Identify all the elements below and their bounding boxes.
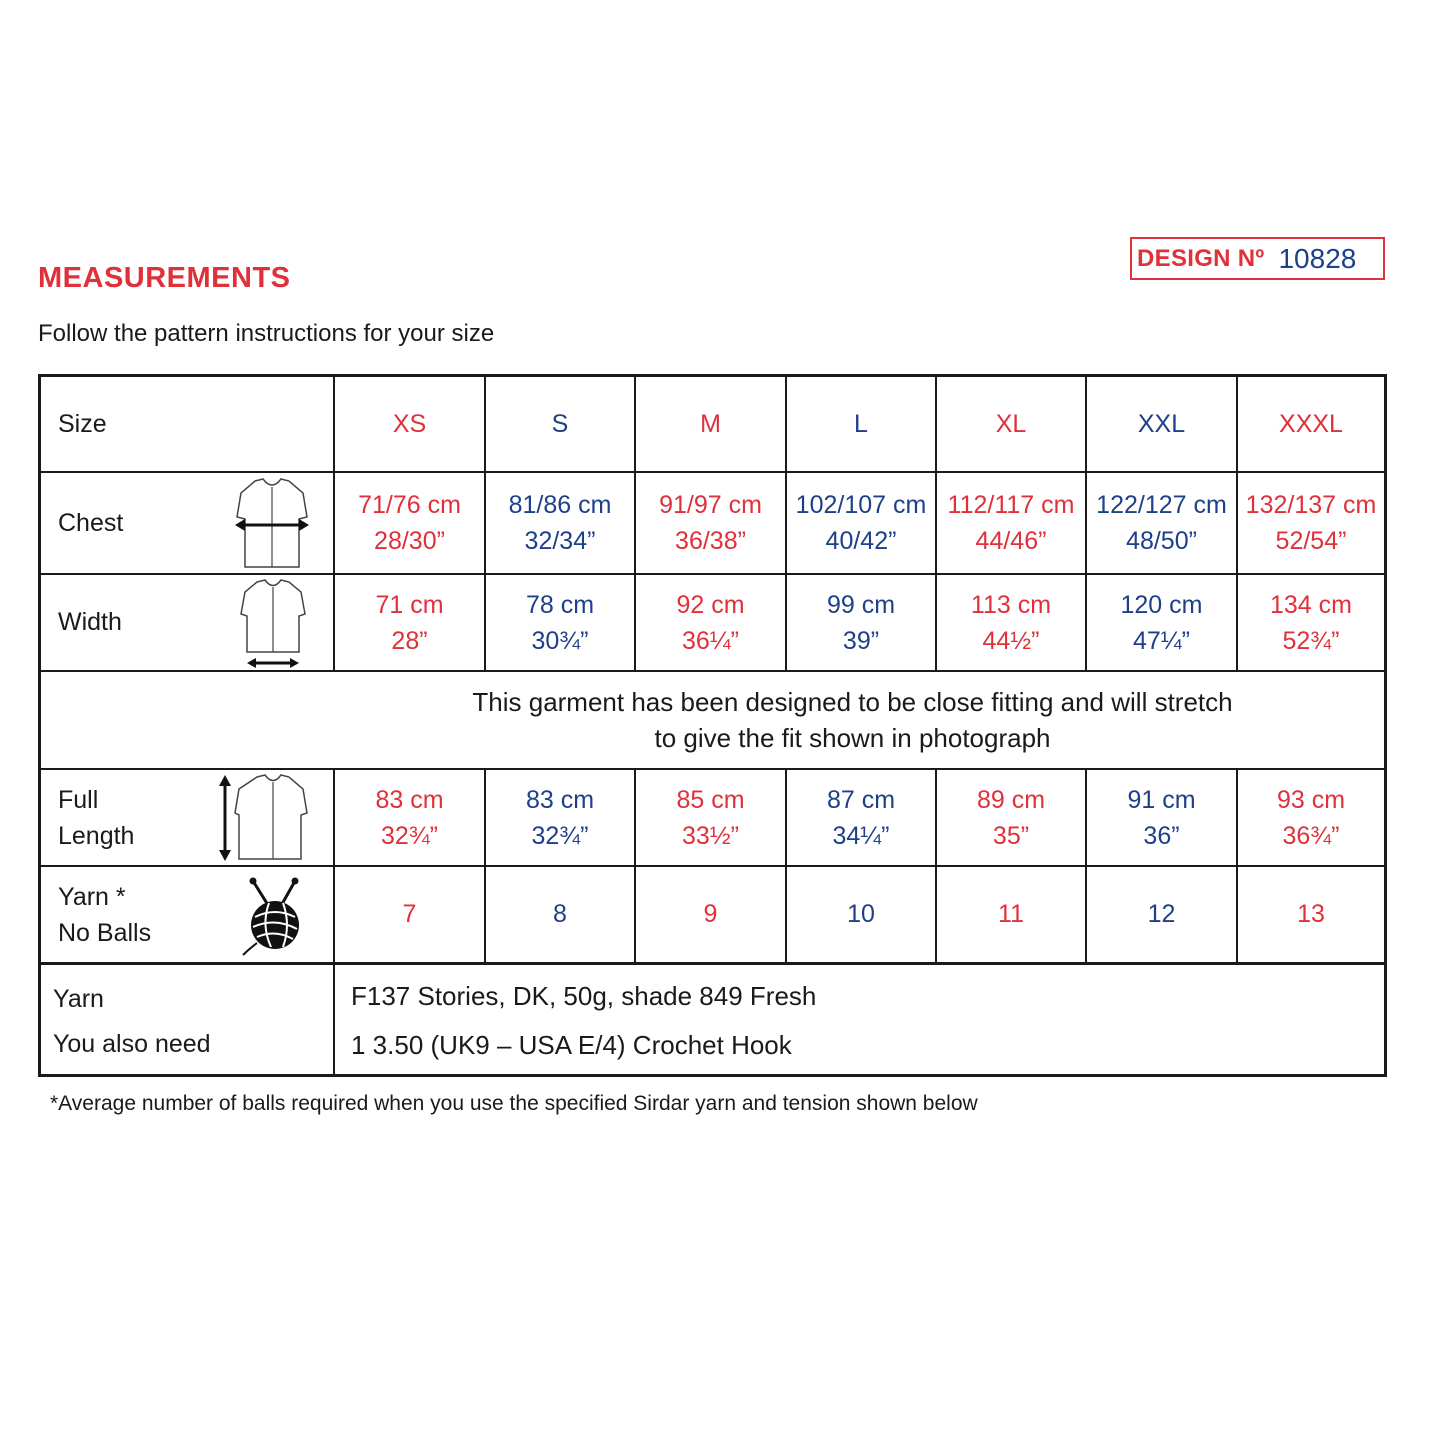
col-divider (333, 963, 335, 1077)
chest-s: 81/86 cm 32/34” (508, 491, 612, 555)
length-s: 83 cm 32¾” (525, 785, 595, 850)
balls-xs: 7 (402, 900, 417, 928)
measurements-table (38, 374, 1387, 1077)
garment-width-arrow-icon (233, 477, 311, 569)
also-need-label: You also need (53, 1030, 211, 1058)
fit-note-line-2: to give the fit shown in photograph (654, 723, 1051, 753)
balls-xxxl: 13 (1297, 900, 1325, 928)
width-l: 99 cm 39” (826, 590, 896, 655)
garment-hem-width-icon (237, 578, 309, 670)
design-label: DESIGN Nº (1137, 244, 1265, 272)
size-s: S (551, 409, 569, 438)
length-xxl: 91 cm 36” (1127, 785, 1196, 850)
garment-length-arrow-icon (213, 773, 313, 863)
length-xs: 83 cm 32¾” (375, 785, 444, 850)
length-m: 85 cm 33½” (676, 785, 745, 850)
width-xxl: 120 cm 47¼” (1120, 590, 1203, 655)
length-l: 87 cm 34¼” (826, 785, 896, 850)
chest-xxl: 122/127 cm 48/50” (1096, 491, 1227, 555)
design-number: 10828 (1278, 242, 1357, 274)
yarn-label: Yarn (53, 985, 104, 1013)
row-divider (41, 962, 1384, 965)
balls-l: 10 (847, 900, 875, 928)
balls-s: 8 (553, 900, 567, 928)
chest-xl: 112/117 cm 44/46” (947, 491, 1075, 555)
length-xxxl: 93 cm 36¾” (1276, 785, 1346, 850)
page-subtitle: Follow the pattern instructions for your size (38, 320, 495, 347)
fit-note-line-1: This garment has been designed to be close fitting and will stretch (472, 687, 1233, 717)
balls-xl: 11 (998, 900, 1024, 928)
page-title: MEASUREMENTS (38, 262, 291, 294)
yarn-balls-label: Yarn * No Balls (58, 882, 152, 947)
width-m: 92 cm 36¼” (676, 590, 745, 655)
size-xxxl: XXXL (1279, 409, 1343, 438)
chest-xs: 71/76 cm 28/30” (358, 491, 461, 555)
full-length-label: Full Length (58, 785, 135, 850)
width-xl: 113 cm 44½” (970, 590, 1052, 655)
fit-note (41, 672, 1384, 768)
size-l: L (854, 409, 868, 438)
width-label: Width (58, 608, 122, 636)
balls-xxl: 12 (1147, 900, 1176, 928)
size-m: M (700, 409, 721, 438)
chest-xxxl: 132/137 cm 52/54” (1245, 491, 1377, 555)
chest-label: Chest (58, 508, 124, 537)
size-xs: XS (392, 409, 427, 438)
size-label: Size (58, 409, 107, 438)
yarn-value: F137 Stories, DK, 50g, shade 849 Fresh (351, 981, 817, 1011)
chest-l: 102/107 cm 40/42” (795, 491, 927, 555)
width-xxxl: 134 cm 52¾” (1270, 590, 1352, 655)
balls-m: 9 (703, 900, 718, 928)
length-xl: 89 cm 35” (976, 785, 1046, 850)
size-xl: XL (995, 409, 1027, 438)
size-xxl: XXL (1137, 409, 1186, 438)
footnote: *Average number of balls required when you use the specified Sirdar yarn and tension shown below (50, 1092, 978, 1115)
width-s: 78 cm 30¾” (525, 590, 595, 655)
design-number-box (1130, 237, 1385, 280)
width-xs: 71 cm 28” (375, 590, 444, 655)
also-need-value: 1 3.50 (UK9 – USA E/4) Crochet Hook (351, 1030, 792, 1060)
chest-m: 91/97 cm 36/38” (659, 491, 762, 555)
yarn-ball-needles-icon (239, 877, 307, 957)
